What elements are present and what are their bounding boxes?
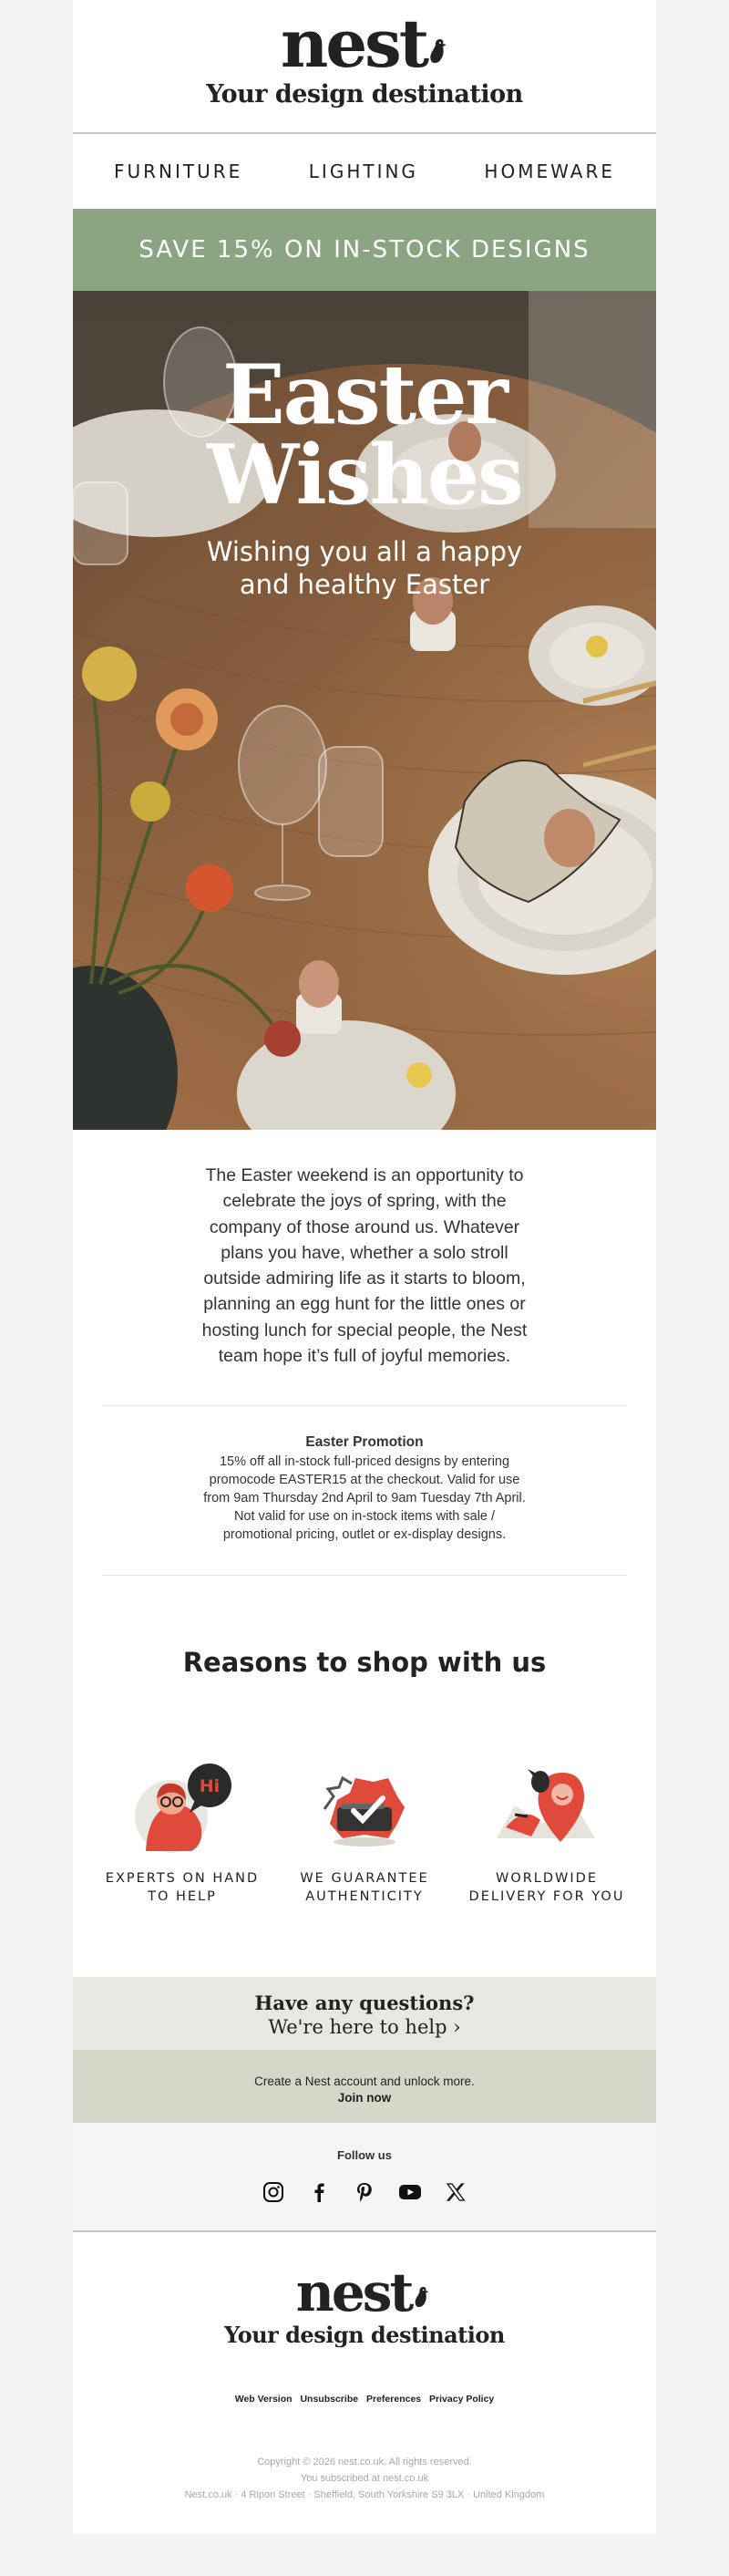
- youtube-icon[interactable]: [398, 2180, 422, 2204]
- hero-subtitle-line-1: Wishing you all a happy: [206, 536, 523, 567]
- delivery-pin-icon: [465, 1760, 629, 1858]
- nav-item-homeware[interactable]: HOMEWARE: [484, 160, 615, 182]
- expert-chat-icon: [100, 1760, 264, 1858]
- nav-item-furniture[interactable]: FURNITURE: [114, 160, 243, 182]
- instagram-icon[interactable]: [262, 2180, 285, 2204]
- hero-title-line-1: Easter: [222, 347, 507, 443]
- follow-block: [73, 2123, 656, 2232]
- reason-label-line: DELIVERY FOR YOU: [468, 1889, 625, 1905]
- subscribed-text: You subscribed at nest.co.uk: [300, 2473, 429, 2485]
- brand-logo[interactable]: [281, 5, 448, 82]
- questions-block[interactable]: [73, 1977, 656, 2050]
- follow-title: Follow us: [337, 2148, 392, 2163]
- hi-bubble-text: Hi: [199, 1776, 221, 1797]
- footer-tagline: Your design destination: [224, 2322, 505, 2349]
- join-now-link[interactable]: Join now: [337, 2091, 392, 2105]
- bird-icon: [413, 2287, 433, 2311]
- reason-label: [465, 1869, 629, 1906]
- reason-label-line: TO HELP: [148, 1889, 217, 1905]
- preferences-link[interactable]: Preferences: [366, 2394, 422, 2405]
- reason-label: [100, 1869, 264, 1906]
- pinterest-icon[interactable]: [353, 2180, 376, 2204]
- legal-text: [73, 2454, 656, 2503]
- questions-help-link[interactable]: We're here to help ›: [268, 2016, 461, 2039]
- page-bottom-spacer: [0, 2533, 729, 2566]
- email-container: [73, 0, 656, 2533]
- nav-item-lighting[interactable]: LIGHTING: [308, 160, 418, 182]
- social-links: [73, 2180, 656, 2204]
- facebook-icon[interactable]: [307, 2180, 331, 2204]
- reason-label-line: EXPERTS ON HAND: [105, 1871, 260, 1887]
- promo-title: Easter Promotion: [305, 1434, 424, 1451]
- footer-links: [73, 2394, 656, 2405]
- promo-text: 15% off all in-stock full-priced designs by entering promocode EASTER15 at the checkout. Valid for use from 9am Thursday 2nd April to 9am Tuesday 7th April. Not valid for use on in-stock items with sale / promotional pricing, outlet or ex-display designs.: [203, 1454, 526, 1543]
- brand-tagline: Your design destination: [206, 80, 523, 109]
- copyright-text: Copyright © 2026 nest.co.uk, All rights reserved.: [257, 2457, 472, 2468]
- address-text: Nest.co.uk · 4 Ripon Street · Sheffield, South Yorkshire S9 3LX · United Kingdom: [184, 2489, 545, 2501]
- promo-banner[interactable]: SAVE 15% ON IN-STOCK DESIGNS: [73, 209, 656, 291]
- authenticity-check-icon: [282, 1760, 447, 1858]
- footer-logo[interactable]: [295, 2261, 434, 2324]
- bird-icon: [428, 43, 448, 67]
- category-nav: [73, 134, 656, 209]
- hero-image[interactable]: [73, 291, 656, 1130]
- account-text: Create a Nest account and unlock more.: [254, 2074, 475, 2089]
- hero-title: [73, 347, 656, 523]
- reason-label-line: WE GUARANTEE: [300, 1871, 429, 1887]
- reason-label-line: WORLDWIDE: [495, 1871, 598, 1887]
- web-version-link[interactable]: Web Version: [234, 2394, 293, 2405]
- reason-label: [282, 1869, 447, 1906]
- footer-logo-text: nest: [295, 2261, 412, 2324]
- brand-logo-text: nest: [281, 5, 426, 82]
- unsubscribe-link[interactable]: Unsubscribe: [300, 2394, 359, 2405]
- footer: [73, 2232, 656, 2533]
- questions-title: Have any questions?: [254, 1991, 475, 2015]
- account-block: [73, 2050, 656, 2123]
- intro-text: The Easter weekend is an opportunity to celebrate the joys of spring, with the company of those around us. Whatever plans you have, whether a solo stroll outside admiring life as it starts to bloom, planning an egg hunt for the little ones or hosting lunch for special people, the Nest team hope it’s full of joyful memories.: [201, 1165, 528, 1367]
- header: [73, 0, 656, 134]
- x-icon[interactable]: [444, 2180, 467, 2204]
- reasons-title: Reasons to shop with us: [182, 1647, 547, 1679]
- hero-title-line-2: Wishes: [207, 427, 522, 523]
- reasons-list: [73, 1753, 656, 1977]
- promo-terms: [73, 1406, 656, 1575]
- hero-subtitle: [73, 535, 656, 601]
- hero-subtitle-line-2: and healthy Easter: [239, 569, 490, 600]
- reason-label-line: AUTHENTICITY: [305, 1889, 424, 1905]
- reason-authenticity[interactable]: [282, 1760, 447, 1977]
- privacy-policy-link[interactable]: Privacy Policy: [429, 2394, 495, 2405]
- reason-delivery[interactable]: [465, 1760, 629, 1977]
- hero-text: [73, 347, 656, 601]
- reason-experts[interactable]: [100, 1760, 264, 1977]
